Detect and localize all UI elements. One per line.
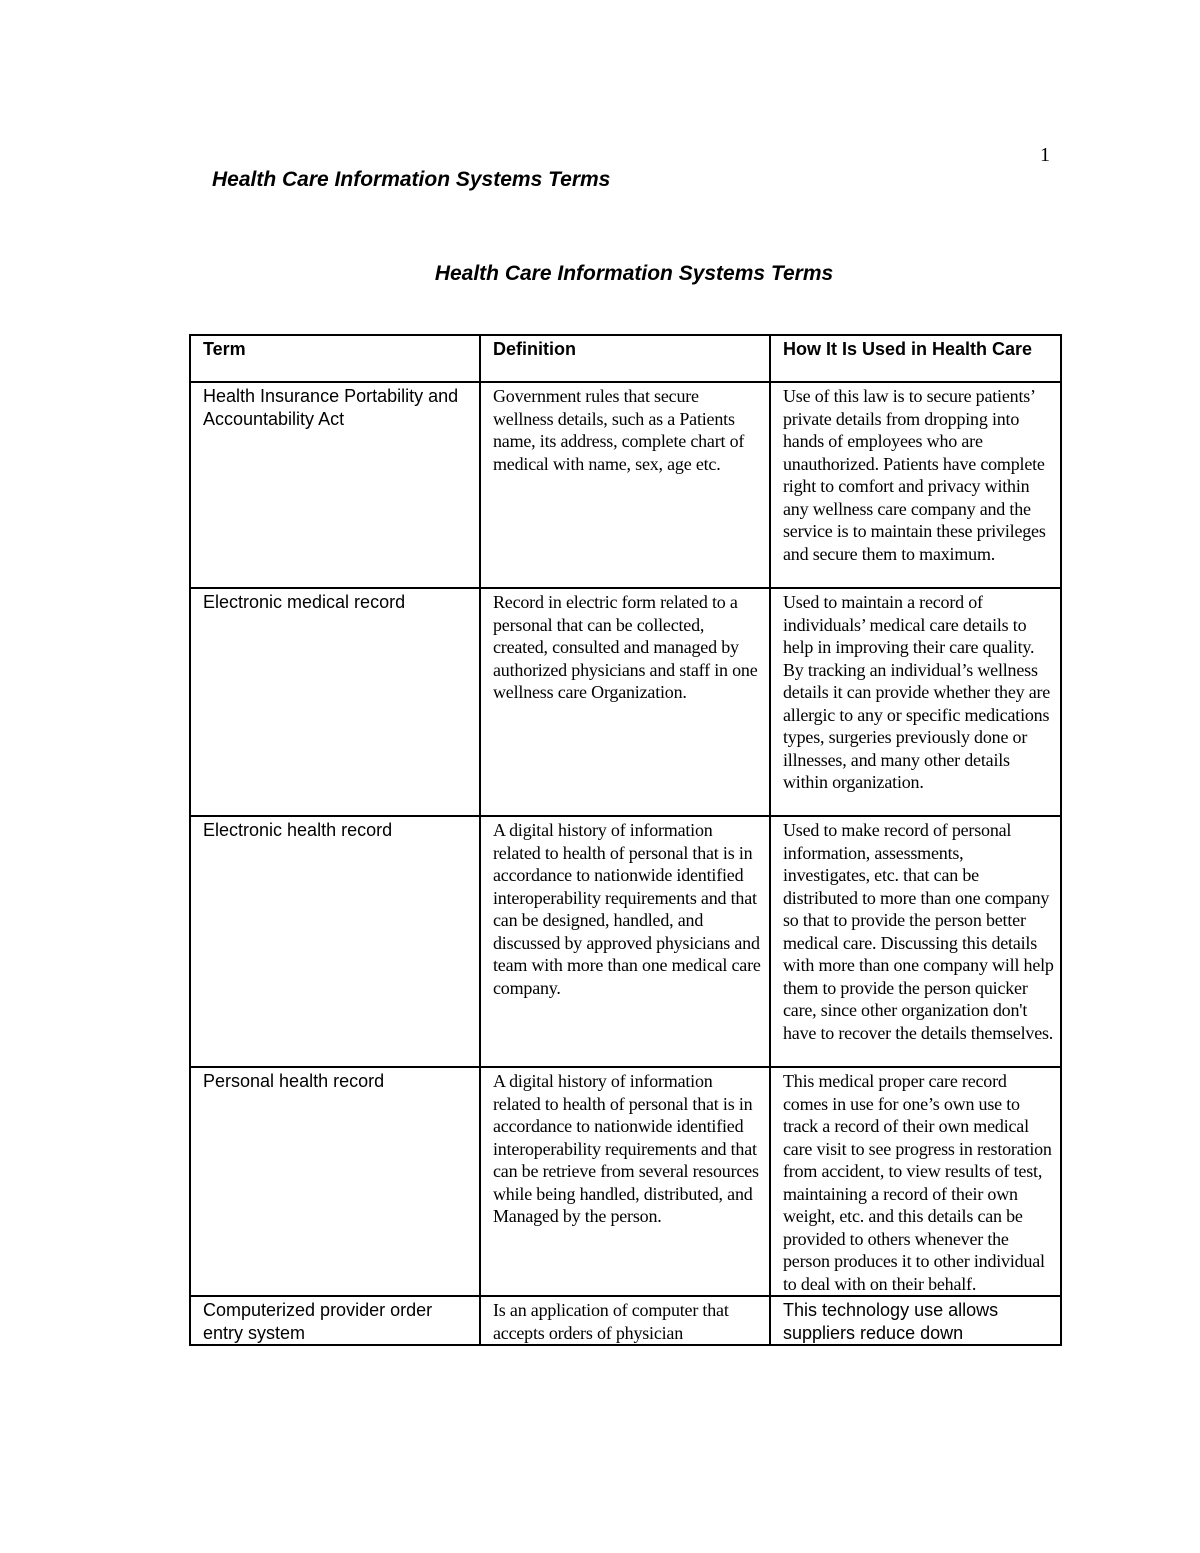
header-definition: Definition (480, 335, 770, 382)
header-usage: How It Is Used in Health Care (770, 335, 1061, 382)
table-row (190, 816, 1061, 1067)
table-row (190, 382, 1061, 588)
usage-cell: Used to maintain a record of individuals’ medical care details to help in improving their care quality. By tracking an individual’s wellness details it can provide whether they are allergic to any or specific medications types, surgeries previously done or illnesses, and many other details within organization. (770, 588, 1061, 816)
table-row (190, 1067, 1061, 1296)
header-term: Term (190, 335, 480, 382)
definition-cell: Is an application of computer that accepts orders of physician (480, 1296, 770, 1345)
term-cell: Electronic health record (190, 816, 480, 1067)
usage-cell: This medical proper care record comes in use for one’s own use to track a record of their own medical care visit to see progress in restoration from accident, to view results of test, maintaining a record of their own weight, etc. and this details can be provided to others whenever the person produces it to other individual to deal with on their behalf. (770, 1067, 1061, 1296)
table-row (190, 1296, 1061, 1345)
running-head: Health Care Information Systems Terms (212, 168, 611, 191)
term-cell: Health Insurance Portability and Accountability Act (190, 382, 480, 588)
term-cell: Computerized provider order entry system (190, 1296, 480, 1345)
definition-cell: Record in electric form related to a personal that can be collected, created, consulted and managed by authorized physicians and staff in one wellness care Organization. (480, 588, 770, 816)
table-header-row (190, 335, 1061, 382)
usage-cell: Used to make record of personal information, assessments, investigates, etc. that can be distributed to more than one company so that to provide the person better medical care. Discussing this details with more than one company will help them to provide the person quicker care, since other organization don't have to recover the details themselves. (770, 816, 1061, 1067)
definition-cell: Government rules that secure wellness details, such as a Patients name, its address, complete chart of medical with name, sex, age etc. (480, 382, 770, 588)
document-title: Health Care Information Systems Terms (434, 262, 834, 285)
definition-cell: A digital history of information related to health of personal that is in accordance to nationwide identified interoperability requirements and that can be designed, handled, and discussed by approved physicians and team with more than one medical care company. (480, 816, 770, 1067)
definition-cell: A digital history of information related to health of personal that is in accordance to nationwide identified interoperability requirements and that can be retrieve from several resources while being handled, distributed, and Managed by the person. (480, 1067, 770, 1296)
term-cell: Personal health record (190, 1067, 480, 1296)
page-number: 1 (1040, 144, 1050, 166)
terms-table (189, 334, 1062, 1346)
table-row (190, 588, 1061, 816)
usage-cell: This technology use allows suppliers reduce down (770, 1296, 1061, 1345)
usage-cell: Use of this law is to secure patients’ private details from dropping into hands of employees who are unauthorized. Patients have complete right to comfort and privacy within any wellness care company and the service is to maintain these privileges and secure them to maximum. (770, 382, 1061, 588)
term-cell: Electronic medical record (190, 588, 480, 816)
